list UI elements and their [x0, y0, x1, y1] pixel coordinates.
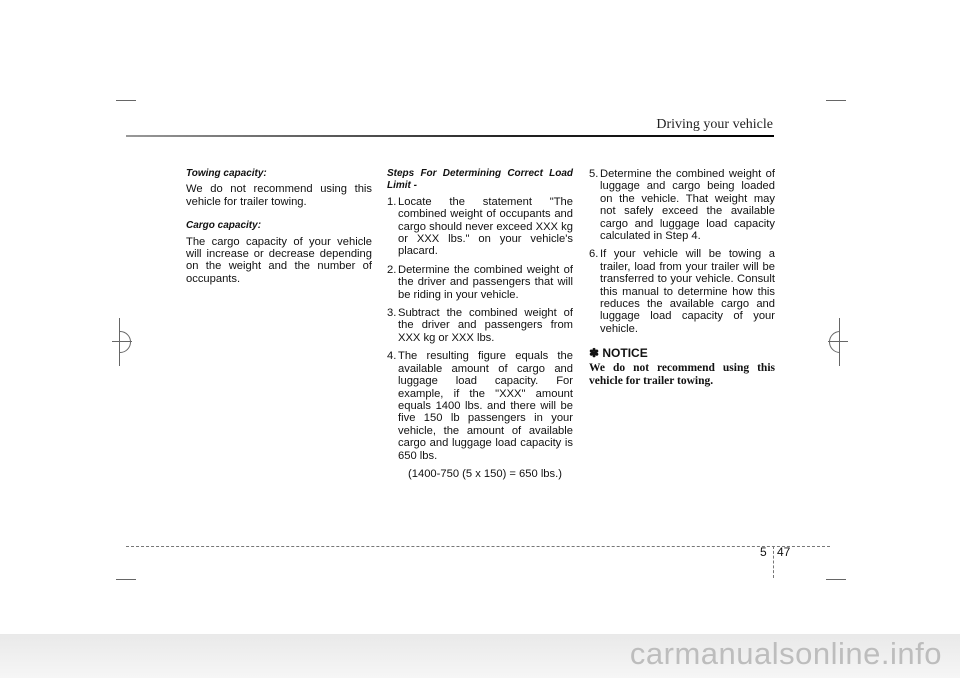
- registration-mark-left: [119, 318, 120, 366]
- step-text: Locate the statement "The combined weight of occupants and cargo should never exceed XXX kg or XXX lbs." on your vehicle's placard.: [398, 195, 573, 258]
- header-rule: [126, 135, 774, 137]
- watermark-text: carmanualsonline.info: [629, 636, 942, 671]
- list-item: [589, 248, 775, 335]
- cargo-capacity-text: The cargo capacity of your vehicle will increase or decrease depending on the weight and the number of occupants.: [186, 235, 372, 285]
- towing-capacity-text: We do not recommend using this vehicle for trailer towing.: [186, 183, 372, 208]
- towing-capacity-heading: Towing capacity:: [186, 168, 267, 179]
- registration-mark-right-circle: [829, 331, 851, 353]
- crop-mark-bottom-right: [826, 579, 846, 580]
- step-number: 1.: [387, 195, 397, 208]
- step-number: 3.: [387, 307, 397, 320]
- list-item: [589, 168, 775, 242]
- page-number-divider: [773, 546, 774, 578]
- step-number: 4.: [387, 350, 397, 363]
- watermark-bar: [0, 634, 960, 678]
- step-text: Subtract the combined weight of the driver and passengers from XXX kg or XXX lbs.: [398, 307, 573, 344]
- column-2: [387, 168, 573, 480]
- list-item: [387, 196, 573, 258]
- chapter-number: 5: [760, 545, 767, 559]
- column-3: [589, 168, 775, 388]
- load-limit-steps-continued: [589, 168, 775, 335]
- step-text: If your vehicle will be towing a trailer, load from your trailer will be transferred to your vehicle. Consult this manual to determine how this reduces the available cargo and luggage load capacity of your vehicle.: [600, 248, 775, 335]
- load-limit-steps: [387, 196, 573, 462]
- cargo-capacity-heading: Cargo capacity:: [186, 220, 262, 232]
- step-number: 2.: [387, 263, 397, 276]
- notice-heading: ✽ NOTICE: [589, 346, 648, 361]
- example-formula: (1400-750 (5 x 150) = 650 lbs.): [408, 467, 562, 480]
- list-item: [387, 350, 573, 462]
- step-number: 6.: [589, 248, 599, 261]
- crop-mark-top-left: [116, 100, 136, 101]
- step-text: Determine the combined weight of the driver and passengers that will be riding in your vehicle.: [398, 263, 573, 301]
- list-item: [387, 264, 573, 301]
- column-1: [186, 168, 372, 297]
- footer-rule: [126, 546, 830, 547]
- list-item: [387, 307, 573, 344]
- step-number: 5.: [589, 168, 599, 180]
- registration-mark-left-circle: [109, 331, 131, 353]
- crop-mark-bottom-left: [116, 579, 136, 580]
- load-limit-heading: Steps For Determining Correct Load Limit -: [387, 168, 573, 192]
- step-text: Determine the combined weight of luggage and cargo being loaded on the vehicle. That weight may not safely exceed the available cargo and luggage load capacity calculated in Step 4.: [600, 168, 775, 243]
- step-text: The resulting figure equals the available amount of cargo and luggage load capacity. For example, if the "XXX" amount equals 1400 lbs. and there will be five 150 lb passengers in your vehicle, the amount of available cargo and luggage load capacity is 650 lbs.: [398, 350, 573, 462]
- notice-text: We do not recommend using this vehicle for trailer towing.: [589, 361, 775, 387]
- crop-mark-top-right: [826, 100, 846, 101]
- page-number: 47: [777, 545, 791, 559]
- section-title: Driving your vehicle: [656, 117, 773, 132]
